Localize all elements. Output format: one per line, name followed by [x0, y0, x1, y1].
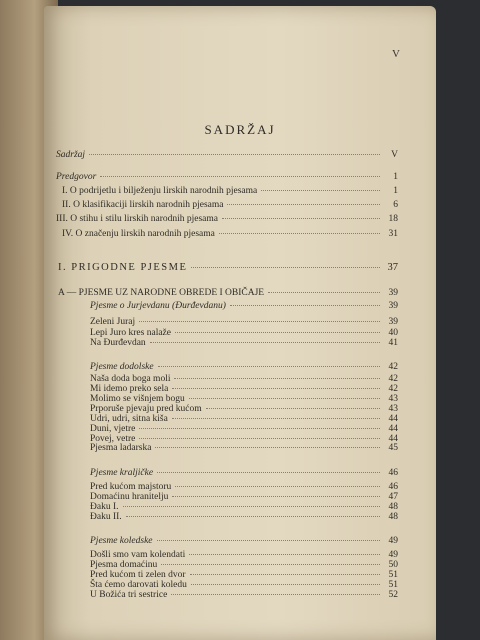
toc-entry-page: 42	[388, 362, 398, 372]
toc-entry	[90, 362, 398, 372]
toc-entry-page: 43	[388, 404, 398, 414]
dot-leader	[175, 486, 380, 487]
dot-leader	[189, 554, 380, 555]
toc-entry	[90, 512, 398, 522]
toc-entry-page: 42	[388, 384, 398, 394]
toc-entry-label: III. O stihu i stilu lirskih narodnih pjesama	[56, 214, 219, 224]
dot-leader	[155, 447, 380, 448]
toc-entry	[62, 200, 398, 210]
toc-entry-label: Zeleni Juraj	[90, 317, 136, 327]
toc-entry-page: 37	[387, 262, 398, 273]
dot-leader	[123, 506, 381, 507]
toc-entry	[90, 338, 398, 348]
toc-entry	[62, 186, 398, 196]
toc-entry-page: 1	[393, 186, 398, 196]
toc-entry-label: Na Đurđevdan	[90, 338, 146, 348]
dot-leader	[172, 418, 380, 419]
toc-entry	[90, 424, 398, 434]
toc-entry-page: 39	[388, 317, 398, 327]
toc-entry	[90, 550, 398, 560]
toc-entry-label: Udri, udri, sitna kiša	[90, 414, 168, 424]
dot-leader	[158, 366, 380, 367]
toc-entry	[90, 536, 398, 546]
dot-leader	[161, 564, 380, 565]
dot-leader	[190, 574, 380, 575]
toc-entry-page: 43	[388, 394, 398, 404]
dot-leader	[100, 176, 380, 177]
dot-leader	[206, 408, 380, 409]
toc-entry-label: Pred kućom ti zelen dvor	[90, 570, 186, 580]
toc-entry-page: 52	[388, 590, 398, 600]
toc-entry-label: Predgovor	[56, 172, 97, 182]
toc-entry	[90, 394, 398, 404]
toc-entry-label: Pjesme kraljičke	[90, 468, 154, 478]
toc-entry-label: Pjesme o Jurjevdanu (Đurđevdanu)	[90, 301, 226, 311]
toc-entry-label: Šta ćemo darovati koledu	[90, 580, 187, 590]
toc-entry-label: Pred kućom majstoru	[90, 482, 172, 492]
toc-entry	[90, 328, 398, 338]
toc-entry	[90, 492, 398, 502]
toc-entry-page: 42	[388, 374, 398, 384]
dot-leader	[139, 428, 380, 429]
toc-entry-label: Duni, vjetre	[90, 424, 136, 434]
toc-entry-page: 41	[388, 338, 398, 348]
toc-entry	[90, 560, 398, 570]
toc-entry	[58, 288, 398, 298]
dot-leader	[172, 388, 380, 389]
dot-leader	[227, 204, 380, 205]
toc-entry-page: 51	[388, 580, 398, 590]
dot-leader	[268, 292, 380, 293]
toc-entry-label: A — PJESME UZ NARODNE OBREDE I OBIČAJE	[58, 288, 265, 298]
toc-entry	[90, 404, 398, 414]
toc-entry	[90, 301, 398, 311]
dot-leader	[174, 378, 380, 379]
dot-leader	[139, 438, 380, 439]
toc-entry-label: I. PRIGODNE PJESME	[58, 262, 188, 273]
toc-entry-page: 39	[388, 288, 398, 298]
toc-entry	[56, 150, 398, 160]
toc-entry	[56, 172, 398, 182]
toc-entry-page: 48	[388, 502, 398, 512]
dot-leader	[261, 190, 380, 191]
dot-leader	[230, 305, 380, 306]
dot-leader	[172, 496, 380, 497]
toc-entry-label: Đaku II.	[90, 512, 122, 522]
toc-entry	[90, 482, 398, 492]
toc-entry	[90, 443, 398, 453]
toc-entry-page: 45	[388, 443, 398, 453]
toc-entry	[90, 502, 398, 512]
dot-leader	[175, 332, 380, 333]
toc-entry-label: Lepi Juro kres nalaže	[90, 328, 171, 338]
toc-entry	[90, 580, 398, 590]
toc-entry-page: V	[391, 150, 398, 160]
toc-entry-page: 46	[388, 468, 398, 478]
dot-leader	[222, 218, 380, 219]
toc-entry	[90, 590, 398, 600]
dot-leader	[126, 516, 380, 517]
toc-entry-label: Pjesma domaćinu	[90, 560, 158, 570]
toc-entry-page: 49	[388, 536, 398, 546]
dot-leader	[157, 472, 380, 473]
toc-entry-page: 1	[393, 172, 398, 182]
toc-entry-label: U Božića tri sestrice	[90, 590, 168, 600]
dot-leader	[219, 233, 380, 234]
toc-entry	[90, 468, 398, 478]
toc-entry-page: 31	[388, 229, 398, 239]
toc-entry-page: 6	[393, 200, 398, 210]
toc-entry-label: I. O podrijetlu i bilježenju lirskih narodnih pjesama	[62, 186, 258, 196]
toc-entry	[90, 374, 398, 384]
toc-entry-label: Došli smo vam kolendati	[90, 550, 186, 560]
toc-entry-label: Pjesma ladarska	[90, 443, 152, 453]
toc-entry	[90, 570, 398, 580]
toc-entry-page: 40	[388, 328, 398, 338]
toc-title: SADRŽAJ	[204, 122, 276, 137]
toc-entry	[90, 317, 398, 327]
toc-entry-page: 18	[388, 214, 398, 224]
toc-entry	[56, 214, 398, 224]
dot-leader	[139, 321, 380, 322]
toc-entry-label: Pjesme koledske	[90, 536, 153, 546]
toc-entry	[90, 414, 398, 424]
toc-entry-page: 44	[388, 414, 398, 424]
toc-entry-label: Domaćinu hranitelju	[90, 492, 169, 502]
dot-leader	[189, 398, 380, 399]
toc-entry-label: Povej, vetre	[90, 434, 136, 444]
toc-entry-label: Pjesme dodolske	[90, 362, 154, 372]
toc-entry-label: Prporuše pjevaju pred kućom	[90, 404, 202, 414]
toc-entry-label: Naša doda boga moli	[90, 374, 171, 384]
toc-entry-page: 39	[388, 301, 398, 311]
toc-entry-page: 44	[388, 424, 398, 434]
dot-leader	[171, 594, 380, 595]
toc-entry-label: Đaku I.	[90, 502, 119, 512]
dot-leader	[157, 540, 380, 541]
toc-entry-label: Sadržaj	[56, 150, 86, 160]
dot-leader	[150, 342, 380, 343]
toc-entry	[62, 229, 398, 239]
toc-entry	[90, 384, 398, 394]
page-number: V	[392, 48, 400, 60]
toc-entry-label: II. O klasifikaciji lirskih narodnih pjesama	[62, 200, 224, 210]
toc-entry-label: IV. O značenju lirskih narodnih pjesama	[62, 229, 215, 239]
toc-entry-page: 49	[388, 550, 398, 560]
toc-entry-page: 51	[388, 570, 398, 580]
toc-entry-page: 46	[388, 482, 398, 492]
toc-entry-label: Molimo se višnjem bogu	[90, 394, 185, 404]
toc-entry-page: 50	[388, 560, 398, 570]
toc-entry-page: 44	[388, 434, 398, 444]
toc-entry-page: 48	[388, 512, 398, 522]
dot-leader	[191, 267, 380, 268]
toc-entry-label: Mi idemo preko sela	[90, 384, 169, 394]
dot-leader	[89, 154, 380, 155]
toc-entry-page: 47	[388, 492, 398, 502]
dot-leader	[191, 584, 380, 585]
toc-entry	[58, 262, 398, 273]
